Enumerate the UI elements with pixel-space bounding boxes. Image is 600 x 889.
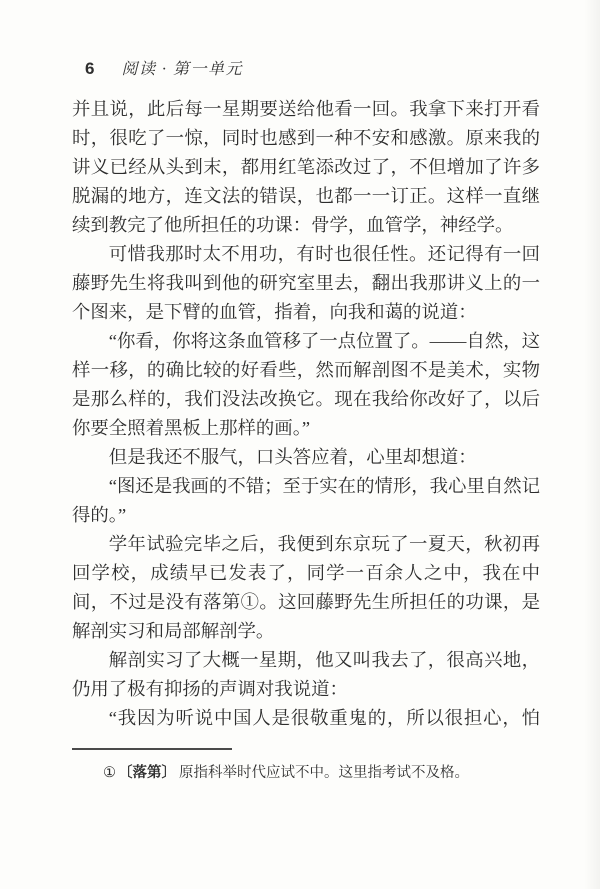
paragraph-quote: “你看，你将这条血管移了一点位置了。——自然，这样一移，的确比较的好看些，然而解剖图不是美术，实物是那么样的，我们没法改换它。现在我给你改好了，以后你要全照着黑板上那样的画。” bbox=[72, 331, 540, 438]
scan-edge-shading bbox=[584, 0, 600, 889]
footnote-definition: 原指科举时代应试不中。这里指考试不及格。 bbox=[179, 764, 469, 781]
paragraph: 可惜我那时太不用功，有时也很任性。还记得有一回藤野先生将我叫到他的研究室里去，翻出我那讲义上的一个图来，是下臂的血管，指着，向我和蔼的说道： bbox=[72, 244, 540, 322]
paragraph-quote-incomplete: “我因为听说中国人是很敬重鬼的，所以很担心，怕 bbox=[108, 708, 540, 728]
paragraph: 但是我还不服气，口头答应着，心里却想道： bbox=[108, 447, 477, 467]
page-number: 6 bbox=[85, 59, 95, 78]
article-body bbox=[72, 95, 540, 733]
section-title: 阅读 · 第一单元 bbox=[121, 61, 243, 78]
footnote-divider bbox=[72, 748, 232, 750]
footnote-block bbox=[72, 748, 540, 784]
paragraph: 解剖实习了大概一星期，他又叫我去了，很高兴地，仍用了极有抑扬的声调对我说道： bbox=[72, 650, 540, 699]
paragraph-continuation: 并且说，此后每一星期要送给他看一回。我拿下来打开看时，很吃了一惊，同时也感到一种不安和感激。原来我的讲义已经从头到末，都用红笔添改过了，不但增加了许多脱漏的地方，连文法的错误，也都一一订正。这样一直继续到教完了他所担任的功课：骨学，血管学，神经学。 bbox=[72, 99, 540, 235]
paragraph: 学年试验完毕之后，我便到东京玩了一夏天，秋初再回学校，成绩早已发表了，同学一百余人之中，我在中间，不过是没有落第①。这回藤野先生所担任的功课，是解剖实习和局部解剖学。 bbox=[72, 534, 540, 641]
footnote-term: 〔落第〕 bbox=[118, 764, 176, 781]
footnote-marker: ① bbox=[103, 764, 116, 781]
footnote-text bbox=[72, 762, 540, 784]
paragraph-quote: “图还是我画的不错；至于实在的情形，我心里自然记得的。” bbox=[72, 476, 540, 525]
page-header bbox=[85, 56, 243, 79]
